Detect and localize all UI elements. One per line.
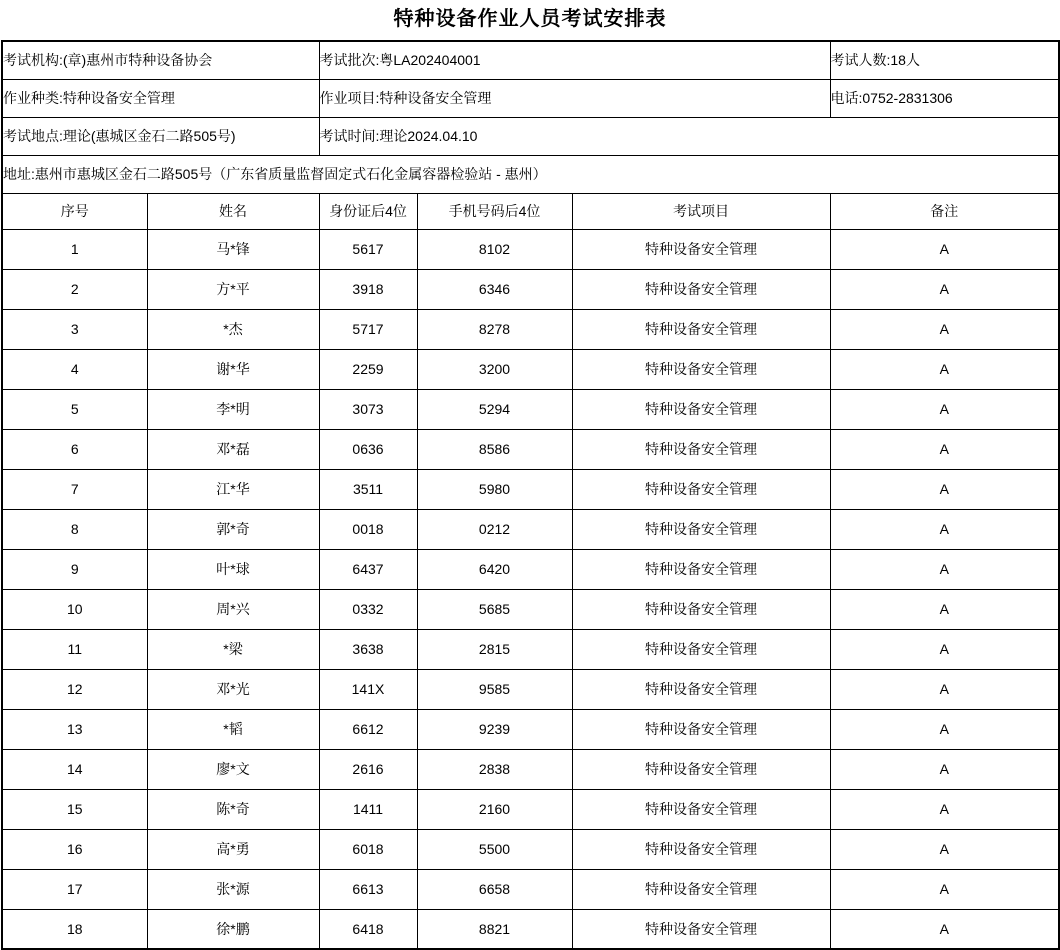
cell-note: A [830, 389, 1059, 429]
cell-phone4: 8278 [417, 309, 572, 349]
cell-project: 特种设备安全管理 [572, 749, 830, 789]
table-row [2, 749, 1059, 789]
exam-time-cell: 考试时间:理论2024.04.10 [319, 117, 1059, 155]
info-section [2, 41, 1059, 229]
cell-id4: 0636 [319, 429, 417, 469]
work-type-cell: 作业种类:特种设备安全管理 [2, 79, 319, 117]
cell-note: A [830, 629, 1059, 669]
cell-serial: 17 [2, 869, 147, 909]
cell-phone4: 6346 [417, 269, 572, 309]
cell-name: *韬 [147, 709, 319, 749]
table-row [2, 269, 1059, 309]
cell-note: A [830, 309, 1059, 349]
table-row [2, 309, 1059, 349]
cell-name: 郭*奇 [147, 509, 319, 549]
cell-project: 特种设备安全管理 [572, 829, 830, 869]
cell-serial: 13 [2, 709, 147, 749]
cell-serial: 9 [2, 549, 147, 589]
cell-note: A [830, 669, 1059, 709]
cell-phone4: 8821 [417, 909, 572, 949]
cell-name: 谢*华 [147, 349, 319, 389]
cell-name: 陈*奇 [147, 789, 319, 829]
address-cell: 地址:惠州市惠城区金石二路505号（广东省质量监督固定式石化金属容器检验站 - 惠州） [2, 155, 1059, 193]
table-header-row [2, 193, 1059, 229]
cell-id4: 3511 [319, 469, 417, 509]
cell-name: *梁 [147, 629, 319, 669]
cell-name: 方*平 [147, 269, 319, 309]
table-row [2, 869, 1059, 909]
col-header-id4: 身份证后4位 [319, 193, 417, 229]
cell-id4: 6437 [319, 549, 417, 589]
cell-phone4: 5500 [417, 829, 572, 869]
cell-project: 特种设备安全管理 [572, 789, 830, 829]
cell-project: 特种设备安全管理 [572, 229, 830, 269]
cell-id4: 6613 [319, 869, 417, 909]
cell-serial: 7 [2, 469, 147, 509]
cell-name: 周*兴 [147, 589, 319, 629]
cell-id4: 5617 [319, 229, 417, 269]
cell-id4: 2616 [319, 749, 417, 789]
cell-phone4: 6658 [417, 869, 572, 909]
info-row-2 [2, 79, 1059, 117]
cell-note: A [830, 749, 1059, 789]
cell-name: 邓*磊 [147, 429, 319, 469]
col-header-phone4: 手机号码后4位 [417, 193, 572, 229]
cell-note: A [830, 869, 1059, 909]
cell-project: 特种设备安全管理 [572, 269, 830, 309]
cell-serial: 12 [2, 669, 147, 709]
cell-name: 叶*球 [147, 549, 319, 589]
cell-serial: 5 [2, 389, 147, 429]
cell-serial: 11 [2, 629, 147, 669]
cell-name: 李*明 [147, 389, 319, 429]
col-header-project: 考试项目 [572, 193, 830, 229]
exam-batch-cell: 考试批次:粤LA202404001 [319, 41, 830, 79]
cell-serial: 4 [2, 349, 147, 389]
cell-name: 张*源 [147, 869, 319, 909]
cell-serial: 15 [2, 789, 147, 829]
cell-serial: 18 [2, 909, 147, 949]
cell-project: 特种设备安全管理 [572, 869, 830, 909]
table-row [2, 469, 1059, 509]
cell-phone4: 0212 [417, 509, 572, 549]
cell-project: 特种设备安全管理 [572, 669, 830, 709]
table-row [2, 629, 1059, 669]
cell-id4: 0332 [319, 589, 417, 629]
cell-serial: 14 [2, 749, 147, 789]
table-row [2, 589, 1059, 629]
cell-note: A [830, 469, 1059, 509]
cell-name: 廖*文 [147, 749, 319, 789]
cell-project: 特种设备安全管理 [572, 909, 830, 949]
cell-id4: 6418 [319, 909, 417, 949]
cell-phone4: 5980 [417, 469, 572, 509]
exam-location-cell: 考试地点:理论(惠城区金石二路505号) [2, 117, 319, 155]
table-row [2, 669, 1059, 709]
cell-note: A [830, 269, 1059, 309]
table-row [2, 389, 1059, 429]
cell-phone4: 9585 [417, 669, 572, 709]
cell-phone4: 2160 [417, 789, 572, 829]
cell-project: 特种设备安全管理 [572, 309, 830, 349]
exam-count-cell: 考试人数:18人 [830, 41, 1059, 79]
table-row [2, 549, 1059, 589]
cell-id4: 0018 [319, 509, 417, 549]
cell-phone4: 9239 [417, 709, 572, 749]
work-project-cell: 作业项目:特种设备安全管理 [319, 79, 830, 117]
cell-note: A [830, 909, 1059, 949]
cell-project: 特种设备安全管理 [572, 389, 830, 429]
cell-serial: 1 [2, 229, 147, 269]
info-row-1 [2, 41, 1059, 79]
cell-name: 邓*光 [147, 669, 319, 709]
exam-org-cell: 考试机构:(章)惠州市特种设备协会 [2, 41, 319, 79]
exam-schedule-table [1, 40, 1060, 950]
cell-project: 特种设备安全管理 [572, 509, 830, 549]
cell-note: A [830, 229, 1059, 269]
cell-id4: 3073 [319, 389, 417, 429]
table-row [2, 349, 1059, 389]
table-row [2, 909, 1059, 949]
cell-name: 马*锋 [147, 229, 319, 269]
col-header-serial: 序号 [2, 193, 147, 229]
cell-project: 特种设备安全管理 [572, 549, 830, 589]
cell-note: A [830, 829, 1059, 869]
table-row [2, 229, 1059, 269]
cell-project: 特种设备安全管理 [572, 469, 830, 509]
cell-note: A [830, 709, 1059, 749]
cell-name: *杰 [147, 309, 319, 349]
cell-note: A [830, 789, 1059, 829]
cell-note: A [830, 589, 1059, 629]
table-row [2, 829, 1059, 869]
cell-phone4: 8586 [417, 429, 572, 469]
cell-serial: 10 [2, 589, 147, 629]
info-row-3 [2, 117, 1059, 155]
table-row [2, 709, 1059, 749]
cell-id4: 1411 [319, 789, 417, 829]
roster-body [2, 229, 1059, 949]
phone-cell: 电话:0752-2831306 [830, 79, 1059, 117]
cell-project: 特种设备安全管理 [572, 349, 830, 389]
table-row [2, 789, 1059, 829]
cell-serial: 16 [2, 829, 147, 869]
col-header-note: 备注 [830, 193, 1059, 229]
cell-name: 徐*鹏 [147, 909, 319, 949]
cell-project: 特种设备安全管理 [572, 429, 830, 469]
cell-serial: 8 [2, 509, 147, 549]
cell-note: A [830, 509, 1059, 549]
address-row [2, 155, 1059, 193]
cell-phone4: 5294 [417, 389, 572, 429]
cell-project: 特种设备安全管理 [572, 709, 830, 749]
cell-serial: 6 [2, 429, 147, 469]
cell-note: A [830, 349, 1059, 389]
cell-note: A [830, 549, 1059, 589]
cell-name: 江*华 [147, 469, 319, 509]
cell-serial: 2 [2, 269, 147, 309]
cell-serial: 3 [2, 309, 147, 349]
cell-phone4: 8102 [417, 229, 572, 269]
cell-project: 特种设备安全管理 [572, 589, 830, 629]
cell-id4: 6612 [319, 709, 417, 749]
cell-id4: 3638 [319, 629, 417, 669]
table-row [2, 509, 1059, 549]
cell-name: 高*勇 [147, 829, 319, 869]
page-title: 特种设备作业人员考试安排表 [393, 8, 667, 30]
cell-id4: 2259 [319, 349, 417, 389]
col-header-name: 姓名 [147, 193, 319, 229]
cell-phone4: 2815 [417, 629, 572, 669]
cell-phone4: 5685 [417, 589, 572, 629]
cell-note: A [830, 429, 1059, 469]
cell-phone4: 3200 [417, 349, 572, 389]
cell-phone4: 6420 [417, 549, 572, 589]
cell-id4: 5717 [319, 309, 417, 349]
cell-id4: 6018 [319, 829, 417, 869]
table-row [2, 429, 1059, 469]
cell-id4: 141X [319, 669, 417, 709]
cell-id4: 3918 [319, 269, 417, 309]
cell-phone4: 2838 [417, 749, 572, 789]
cell-project: 特种设备安全管理 [572, 629, 830, 669]
